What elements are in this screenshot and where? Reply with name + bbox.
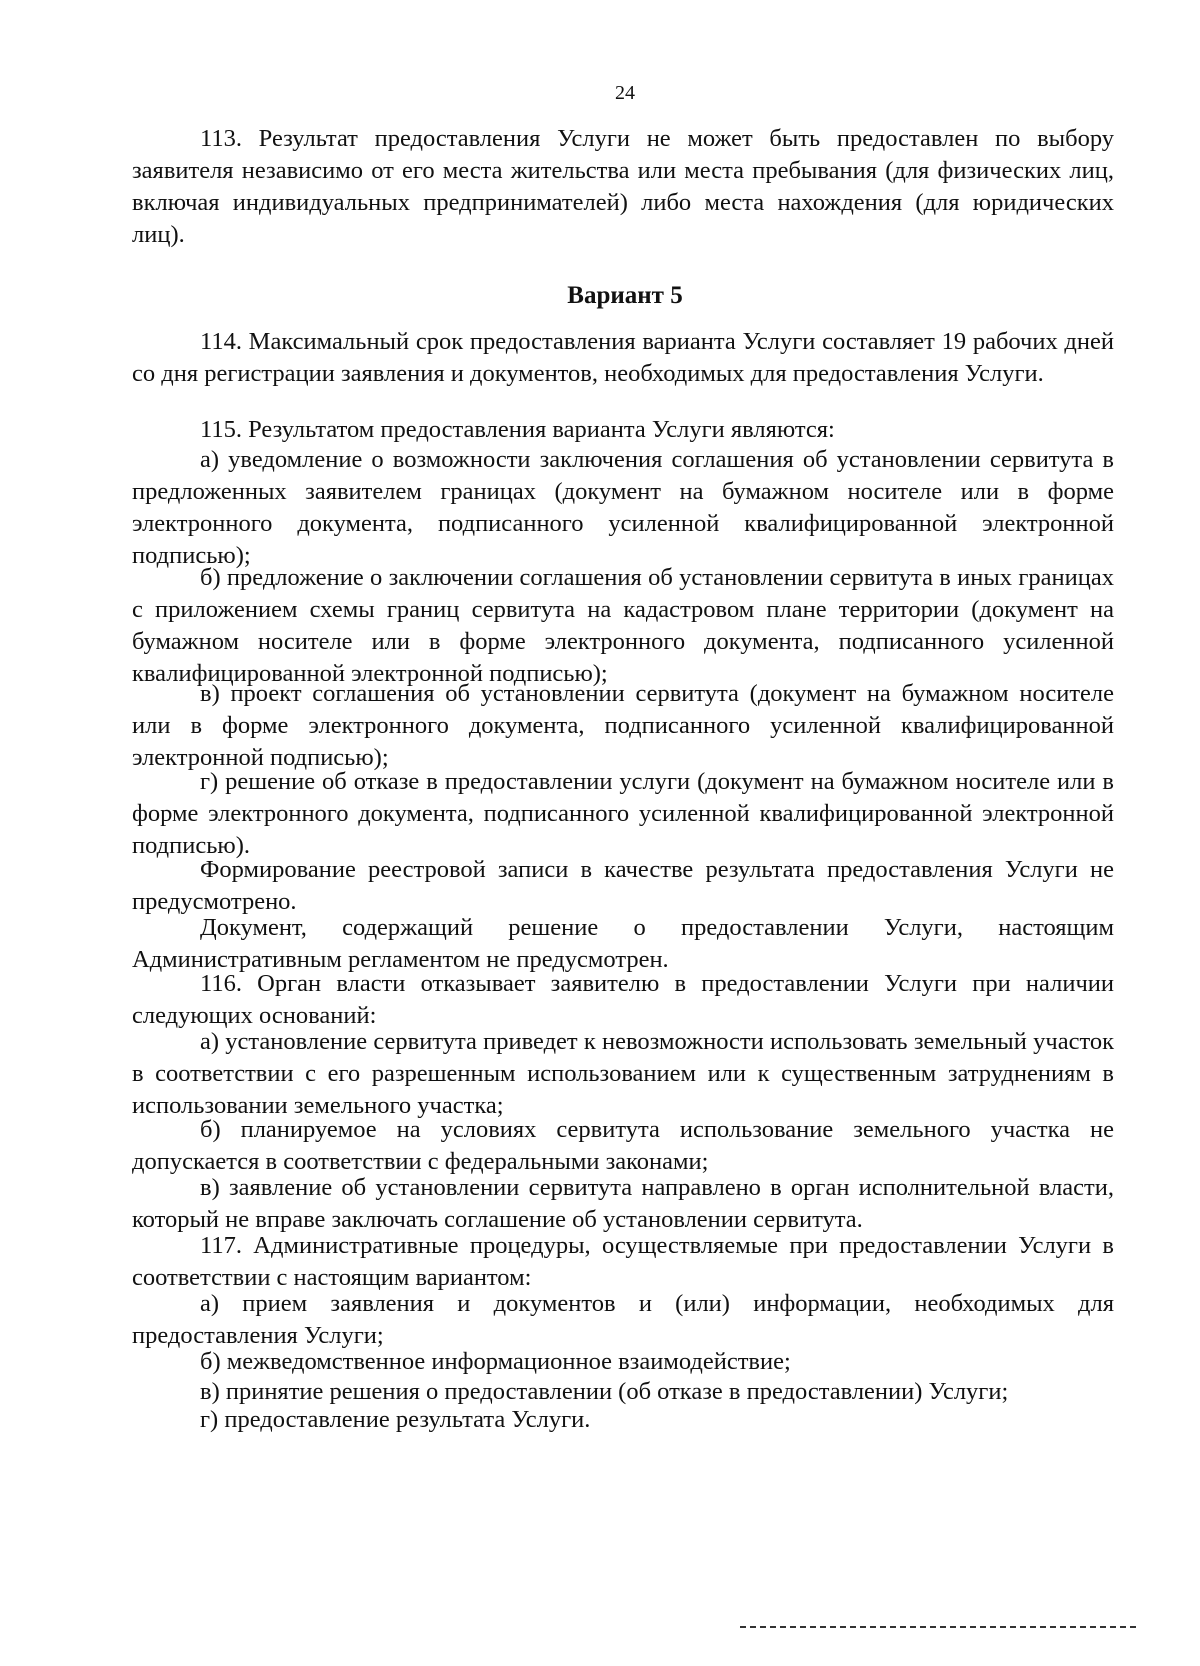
paragraph-115: 115. Результатом предоставления варианта Услуги являются: bbox=[200, 416, 835, 443]
paragraph-116: 116. Орган власти отказывает заявителю в предоставлении Услуги при наличии следующих оснований: bbox=[132, 970, 1114, 1029]
paragraph-registry: Формирование реестровой записи в качестве результата предоставления Услуги не предусмотрено. bbox=[132, 856, 1114, 915]
paragraph-116-v: в) заявление об установлении сервитута направлено в орган исполнительной власти, который не вправе заключать соглашение об установлении сервитута. bbox=[132, 1174, 1114, 1233]
page-number: 24 bbox=[615, 82, 635, 104]
paragraph-113: 113. Результат предоставления Услуги не может быть предоставлен по выбору заявителя независимо от его места жительства или места пребывания (для физических лиц, включая индивидуальных предпринимателей) либо места нахождения (для юридических лиц). bbox=[132, 125, 1114, 248]
footer-divider-line bbox=[740, 1626, 1136, 1628]
paragraph-115-g: г) решение об отказе в предоставлении услуги (документ на бумажном носителе или в форме электронного документа, подписанного усиленной квалифицированной электронной подписью). bbox=[132, 768, 1114, 859]
paragraph-117-v: в) принятие решения о предоставлении (об отказе в предоставлении) Услуги; bbox=[200, 1378, 1009, 1405]
section-heading: Вариант 5 bbox=[567, 282, 683, 309]
paragraph-114: 114. Максимальный срок предоставления варианта Услуги составляет 19 рабочих дней со дня регистрации заявления и документов, необходимых для предоставления Услуги. bbox=[132, 328, 1114, 387]
paragraph-117-a: а) прием заявления и документов и (или) информации, необходимых для предоставления Услуги; bbox=[132, 1290, 1114, 1349]
paragraph-116-a: а) установление сервитута приведет к невозможности использовать земельный участок в соответствии с его разрешенным использованием или к существенным затруднениям в использовании земельного участка; bbox=[132, 1028, 1114, 1119]
paragraph-document: Документ, содержащий решение о предоставлении Услуги, настоящим Административным регламентом не предусмотрен. bbox=[132, 914, 1114, 973]
paragraph-115-v: в) проект соглашения об установлении сервитута (документ на бумажном носителе или в форме электронного документа, подписанного усиленной квалифицированной электронной подписью); bbox=[132, 680, 1114, 771]
paragraph-116-b: б) планируемое на условиях сервитута использование земельного участка не допускается в соответствии с федеральными законами; bbox=[132, 1116, 1114, 1175]
paragraph-117-b: б) межведомственное информационное взаимодействие; bbox=[200, 1348, 791, 1375]
paragraph-115-a: а) уведомление о возможности заключения соглашения об установлении сервитута в предложенных заявителем границах (документ на бумажном носителе или в форме электронного документа, подписанного усиленной квалифицированной электронной подписью); bbox=[132, 446, 1114, 569]
paragraph-115-b: б) предложение о заключении соглашения об установлении сервитута в иных границах с приложением схемы границ сервитута на кадастровом плане территории (документ на бумажном носителе или в форме электронного документа, подписанного усиленной квалифицированной электронной подписью); bbox=[132, 564, 1114, 687]
paragraph-117-g: г) предоставление результата Услуги. bbox=[200, 1406, 591, 1433]
paragraph-117: 117. Административные процедуры, осуществляемые при предоставлении Услуги в соответствии с настоящим вариантом: bbox=[132, 1232, 1114, 1291]
